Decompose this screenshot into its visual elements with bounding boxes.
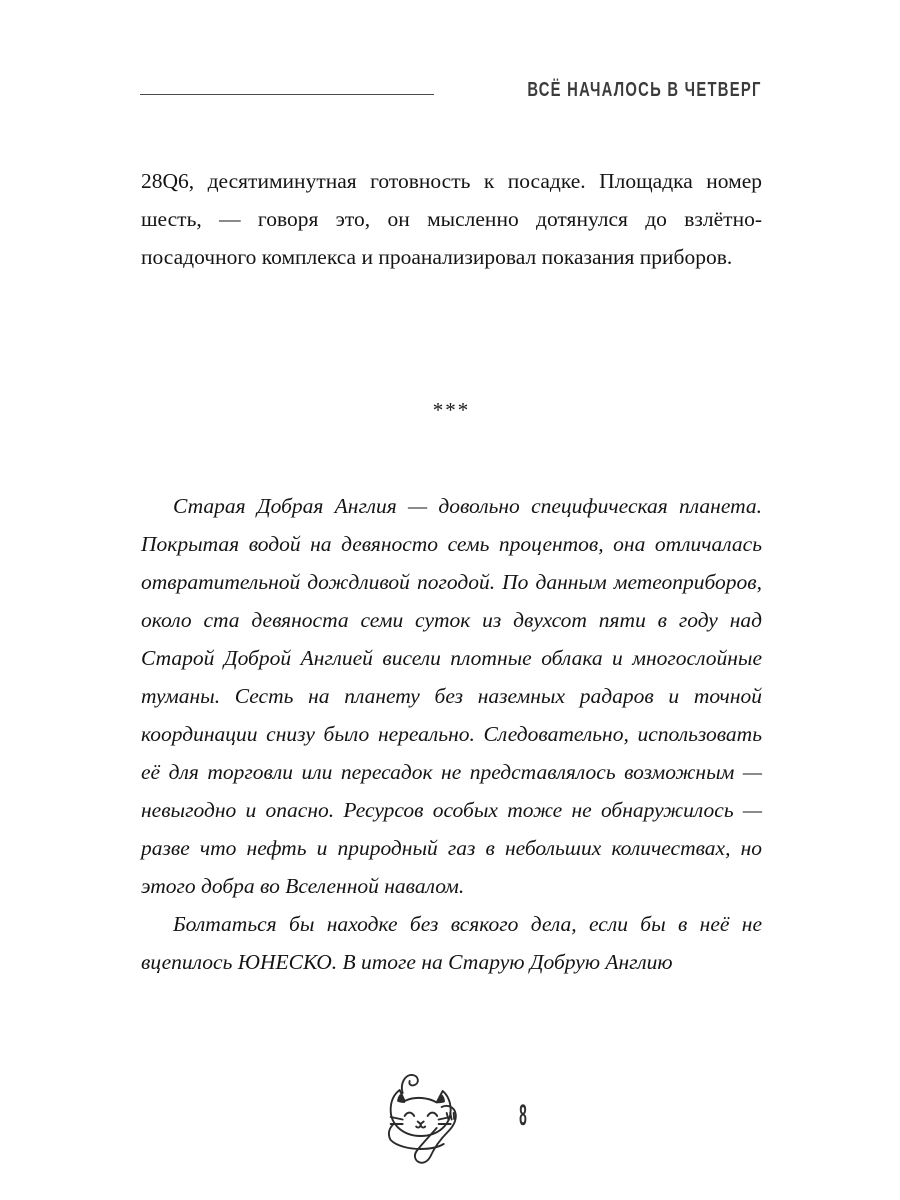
paragraph-italic-1: Старая Добрая Англия — довольно специфическая планета. Покрытая водой на девяносто семь процентов, она отличалась отвратительной дождливой погодой. По данным метеоприборов, около ста девяноста семи суток из двухсот пяти в году над Старой Доброй Англией висели плотные облака и многослойные туманы. Сесть на планету без наземных радаров и точной координации снизу было нереально. Следовательно, использовать её для торговли или пересадок не представлялось возможным — невыгодно и опасно. Ресурсов особых тоже не обнаружилось — разве что нефть и природный газ в небольших количествах, но этого добра во Вселенной навалом.: [141, 494, 762, 898]
opening-text-block: [141, 162, 762, 276]
scene-divider: ***: [432, 398, 471, 422]
running-head-title: ВСЁ НАЧАЛОСЬ В ЧЕТВЕРГ: [527, 79, 762, 101]
paragraph-italic-2: Болтаться бы находке без всякого дела, если бы в неё не вцепилось ЮНЕСКО. В итоге на Старую Добрую Англию: [141, 912, 762, 974]
running-head: [140, 70, 762, 100]
page-footer: [0, 1058, 900, 1178]
paragraph-opening: 28Q6, десятиминутная готовность к посадке. Площадка номер шесть, — говоря это, он мысленно дотянулся до взлётно-посадочного комплекса и проанализировал показания приборов.: [141, 169, 762, 269]
italic-text-block: [141, 487, 762, 981]
lucky-cat-icon: [369, 1063, 473, 1173]
page-number: 8: [519, 1099, 527, 1132]
footer-inner: [369, 1058, 532, 1178]
running-head-rule: [140, 94, 434, 95]
